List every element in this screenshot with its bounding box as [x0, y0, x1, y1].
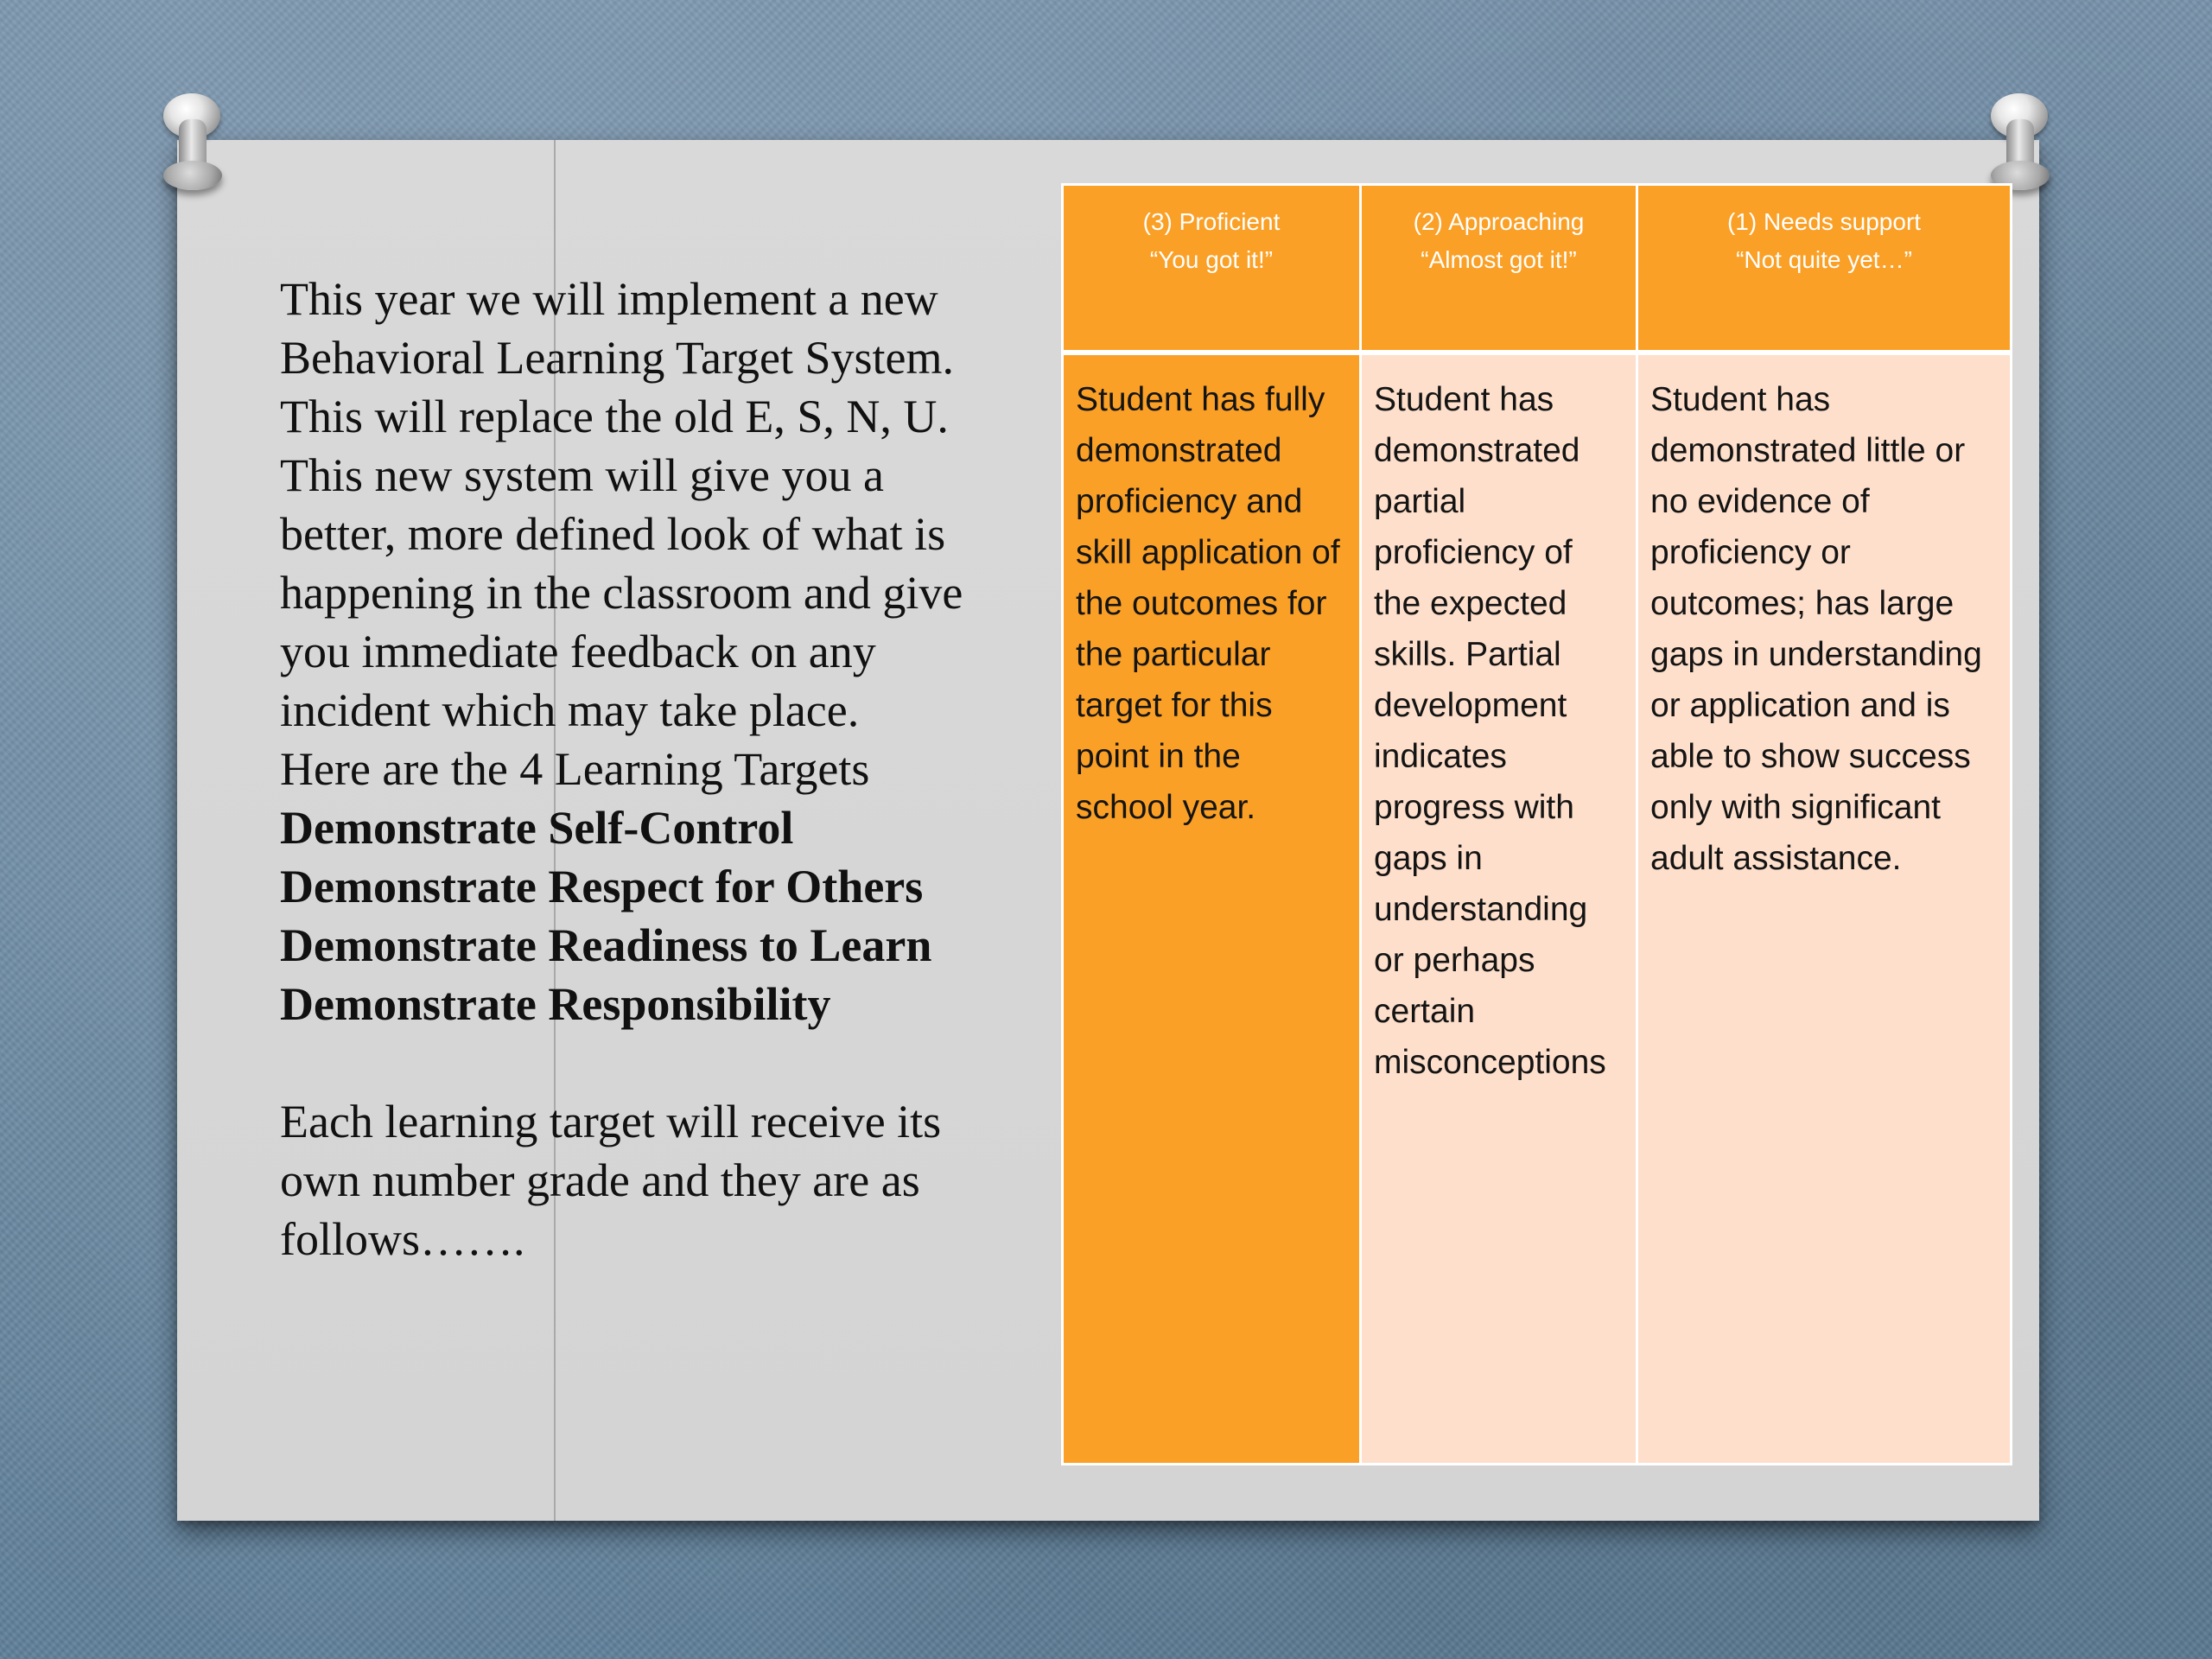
rubric-header-proficient	[1063, 185, 1361, 353]
rubric-description-approaching: Student has demonstrated partial proficiency of the expected skills. Partial development indicates progress with gaps in understanding or perhaps certain misconceptions	[1361, 353, 1637, 1465]
spacer	[280, 1033, 997, 1092]
learning-targets-list	[280, 798, 997, 1033]
grading-rubric-table	[1061, 183, 2012, 1465]
rubric-header-row	[1063, 185, 2012, 353]
intro-paragraph: This year we will implement a new Behavioral Learning Target System. This will replace the old E, S, N, U. This new system will give you a better, more defined look of what is happening in the classroom and give you immediate feedback on any incident which may take place.	[280, 273, 963, 736]
targets-heading: Here are the 4 Learning Targets	[280, 743, 870, 795]
rubric-tagline: “You got it!”	[1149, 246, 1274, 273]
learning-target-item: Demonstrate Respect for Others	[280, 861, 924, 912]
rubric-header-needs-support	[1637, 185, 2012, 353]
rubric-description-proficient: Student has fully demonstrated proficiency and skill application of the outcomes for the particular target for this point in the school year.	[1063, 353, 1361, 1465]
learning-target-item: Demonstrate Responsibility	[280, 978, 831, 1030]
learning-target-item: Demonstrate Readiness to Learn	[280, 919, 932, 971]
rubric-level-label: (1) Needs support	[1726, 208, 1922, 235]
rubric-description-needs-support: Student has demonstrated little or no evidence of proficiency or outcomes; has large gaps in understanding or application and is able to show success only with significant adult assistance.	[1637, 353, 2012, 1465]
rubric-tagline: “Not quite yet…”	[1736, 246, 1912, 273]
push-pin-icon	[160, 93, 238, 197]
rubric-description-row	[1063, 353, 2012, 1465]
closing-paragraph: Each learning target will receive its own number grade and they are as follows…….	[280, 1096, 942, 1265]
rubric-tagline: “Almost got it!”	[1421, 246, 1577, 273]
rubric-level-label: (3) Proficient	[1142, 208, 1281, 235]
learning-target-item: Demonstrate Self-Control	[280, 802, 794, 854]
intro-text-block	[280, 270, 997, 1268]
rubric-header-approaching	[1361, 185, 1637, 353]
push-pin-icon	[1987, 93, 2065, 197]
rubric-level-label: (2) Approaching	[1413, 208, 1585, 235]
